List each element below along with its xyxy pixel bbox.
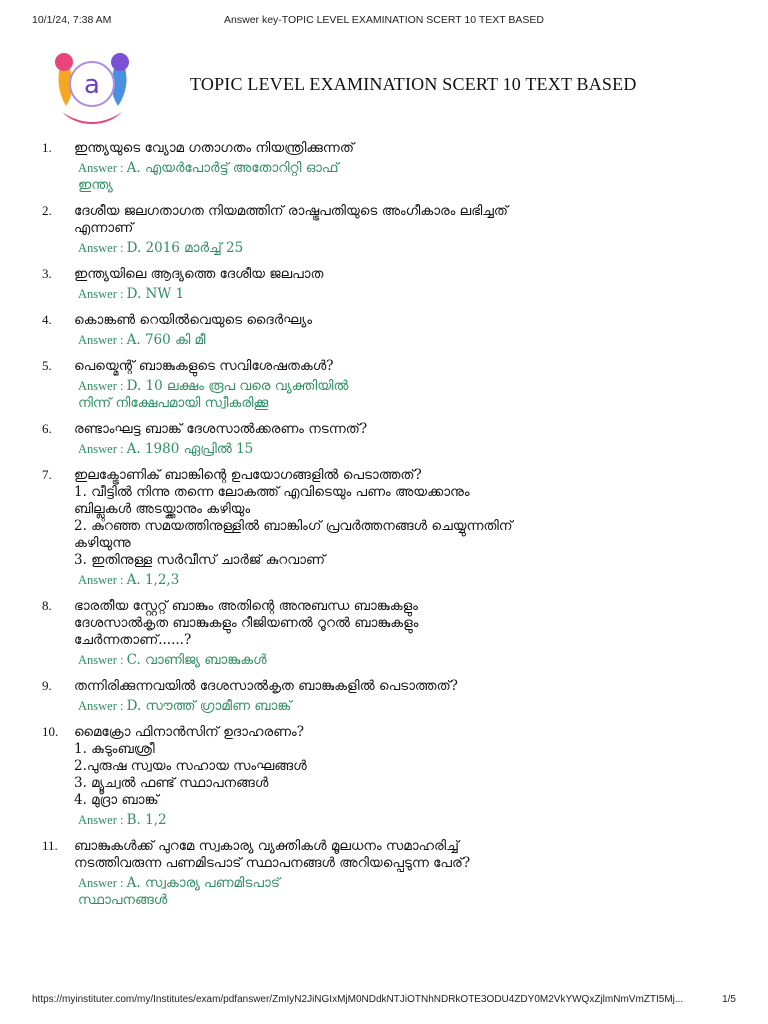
answer-text: A. 760 കി മീ: [126, 332, 206, 348]
question-text: [74, 598, 642, 649]
print-page-title: Answer key-TOPIC LEVEL EXAMINATION SCERT 10 TEXT BASED: [224, 14, 544, 26]
answer: [78, 286, 642, 303]
question-line: കൊങ്കൺ റെയിൽവെയുടെ ദൈർഘ്യം: [74, 312, 313, 328]
page-number: 1/5: [722, 994, 736, 1005]
question-number: 1.: [42, 140, 52, 155]
answer-label: Answer :: [78, 699, 127, 713]
question-line: മൈക്രോ ഫിനാൻസിന് ഉദാഹരണം?: [74, 724, 304, 740]
answer-line: [78, 875, 642, 892]
question-line: ഇലക്ട്രോണിക് ബാങ്കിന്റെ ഉപയോഗങ്ങളിൽ പെടാത്തത്?: [74, 467, 422, 483]
answer-label: Answer :: [78, 333, 127, 347]
answer: [78, 160, 642, 194]
answer-text: B. 1,2: [126, 812, 167, 828]
question-number: 10.: [42, 724, 59, 739]
question-line: പെയ്മെന്റ് ബാങ്കുകളുടെ സവിശേഷതകൾ?: [74, 358, 334, 374]
question-item: [42, 266, 642, 303]
answer-text: A. 1980 ഏപ്രിൽ 15: [126, 441, 254, 457]
answer-text: A. 1,2,3: [126, 572, 180, 588]
question-item: [42, 140, 642, 194]
question-number: 4.: [42, 312, 52, 327]
question-number: 5.: [42, 358, 52, 373]
answer-line: [78, 572, 642, 589]
question-item: [42, 598, 642, 669]
question-line: ദേശീയ ജലഗതാഗത നിയമത്തിന് രാഷ്ട്രപതിയുടെ അംഗീകാരം ലഭിച്ചത്: [74, 203, 508, 219]
question-number: 7.: [42, 467, 52, 482]
answer-line: [78, 812, 642, 829]
answer: [78, 875, 642, 909]
question-line: 3. മ്യൂച്വൽ ഫണ്ട് സ്ഥാപനങ്ങൾ: [74, 775, 269, 791]
answer-line: [78, 332, 642, 349]
question-text: [74, 724, 642, 809]
question-number: 11.: [42, 838, 58, 853]
answer: [78, 572, 642, 589]
question-line: 2. കുറഞ്ഞ സമയത്തിനുള്ളിൽ ബാങ്കിംഗ് പ്രവർത്തനങ്ങൾ ചെയ്യുന്നതിന്: [74, 518, 513, 534]
answer-label: Answer :: [78, 653, 127, 667]
answer-text: D. NW 1: [126, 286, 185, 302]
question-line: ബാങ്കുകൾക്ക് പുറമേ സ്വകാര്യ വ്യക്തികൾ മൂലധനം സമാഹരിച്ച്: [74, 838, 459, 854]
question-text: [74, 358, 642, 375]
question-text: [74, 838, 642, 872]
question-item: [42, 358, 642, 412]
question-line: ചേർന്നതാണ്......?: [74, 632, 192, 648]
question-line: തന്നിരിക്കുന്നവയിൽ ദേശസാൽകൃത ബാങ്കുകളിൽ പെടാത്തത്?: [74, 678, 458, 694]
print-url[interactable]: https://myinstituter.com/my/Institutes/exam/pdfanswer/ZmIyN2JiNGIxMjM0NDdkNTJiOTNhNDRkOTE3ODU4ZDY0M2VkYWQxZjlmNmVmZTI5Mj...: [32, 994, 684, 1005]
question-line: നടത്തിവരുന്ന പണമിടപാട് സ്ഥാപനങ്ങൾ അറിയപ്പെടുന്ന പേര്?: [74, 855, 471, 871]
question-item: [42, 724, 642, 829]
answer-text: D. 10 ലക്ഷം രൂപ വരെ വ്യക്തിയിൽ: [126, 378, 349, 394]
question-item: [42, 312, 642, 349]
question-item: [42, 467, 642, 589]
question-text: [74, 312, 642, 329]
question-number: 9.: [42, 678, 52, 693]
question-line: രണ്ടാംഘട്ട ബാങ്ക് ദേശസാൽക്കരണം നടന്നത്?: [74, 421, 368, 437]
question-text: [74, 678, 642, 695]
print-datetime: 10/1/24, 7:38 AM: [32, 14, 112, 26]
answer-label: Answer :: [78, 161, 127, 175]
question-text: [74, 266, 642, 283]
answer-label: Answer :: [78, 379, 127, 393]
print-header: [32, 14, 736, 30]
answer-text: C. വാണിജ്യ ബാങ്കുകൾ: [126, 652, 267, 668]
answer-line: [78, 160, 642, 177]
question-line: 3. ഇതിനുള്ള സർവീസ് ചാർജ് കുറവാണ്: [74, 552, 326, 568]
answer-text: A. എയർപോർട്ട് അതോറിറ്റി ഓഫ്: [126, 160, 339, 176]
question-line: ഭാരതീയ സ്റ്റേറ്റ് ബാങ്കും അതിന്റെ അനുബന്ധ ബാങ്കുകളും: [74, 598, 418, 614]
question-line: 4. മുദ്രാ ബാങ്ക്: [74, 792, 159, 808]
answer-line: നിന്ന് നിക്ഷേപമായി സ്വീകരിക്കൂ: [78, 395, 269, 411]
question-item: [42, 421, 642, 458]
question-line: ഇന്ത്യയിലെ ആദ്യത്തെ ദേശീയ ജലപാത: [74, 266, 324, 282]
question-item: [42, 678, 642, 715]
answer-line: സ്ഥാപനങ്ങൾ: [78, 892, 168, 908]
answer-line: [78, 441, 642, 458]
answer-label: Answer :: [78, 813, 127, 827]
question-number: 2.: [42, 203, 52, 218]
answer-text: D. സൗത്ത് ഗ്രാമീണ ബാങ്ക്: [126, 698, 292, 714]
answer: [78, 240, 642, 257]
question-line: ബില്ലുകൾ അടയ്ക്കാനും കഴിയും: [74, 501, 251, 517]
answer: [78, 698, 642, 715]
answer-line: ഇന്ത്യ: [78, 177, 113, 193]
answer-line: [78, 378, 642, 395]
answer: [78, 378, 642, 412]
question-text: [74, 467, 642, 569]
answer-text: D. 2016 മാർച്ച് 25: [126, 240, 244, 256]
document-title: TOPIC LEVEL EXAMINATION SCERT 10 TEXT BASED: [190, 74, 637, 94]
question-line: 1. കുടുംബശ്രീ: [74, 741, 155, 757]
question-number: 3.: [42, 266, 52, 281]
question-line: 2.പുരുഷ സ്വയം സഹായ സംഘങ്ങൾ: [74, 758, 307, 774]
question-line: ദേശസാൽകൃത ബാങ്കുകളും റീജിയണൽ റൂറൽ ബാങ്കുകളും: [74, 615, 419, 631]
answer-label: Answer :: [78, 573, 127, 587]
question-line: കഴിയുന്നു: [74, 535, 131, 551]
answer: [78, 812, 642, 829]
question-text: [74, 203, 642, 237]
question-line: എന്നാണ്: [74, 220, 134, 236]
question-line: ഇന്ത്യയുടെ വ്യോമ ഗതാഗതം നിയന്ത്രിക്കുന്നത്: [74, 140, 354, 156]
question-item: [42, 203, 642, 257]
question-list: [42, 140, 642, 918]
logo-letter: a: [84, 70, 100, 100]
question-line: 1. വീട്ടിൽ നിന്നു തന്നെ ലോകത്ത് എവിടെയും പണം അയക്കാനും: [74, 484, 470, 500]
answer-label: Answer :: [78, 287, 127, 301]
question-number: 6.: [42, 421, 52, 436]
institute-logo: [44, 34, 140, 130]
answer-line: [78, 698, 642, 715]
question-text: [74, 140, 642, 157]
answer-line: [78, 286, 642, 303]
answer-line: [78, 240, 642, 257]
print-footer: [32, 994, 736, 1008]
answer-label: Answer :: [78, 442, 127, 456]
answer-line: [78, 652, 642, 669]
answer-label: Answer :: [78, 876, 127, 890]
question-item: [42, 838, 642, 909]
logo-graphic: [44, 34, 140, 130]
answer: [78, 332, 642, 349]
question-text: [74, 421, 642, 438]
answer-text: A. സ്വകാര്യ പണമിടപാട്: [126, 875, 280, 891]
answer-label: Answer :: [78, 241, 127, 255]
answer: [78, 652, 642, 669]
answer: [78, 441, 642, 458]
question-number: 8.: [42, 598, 52, 613]
